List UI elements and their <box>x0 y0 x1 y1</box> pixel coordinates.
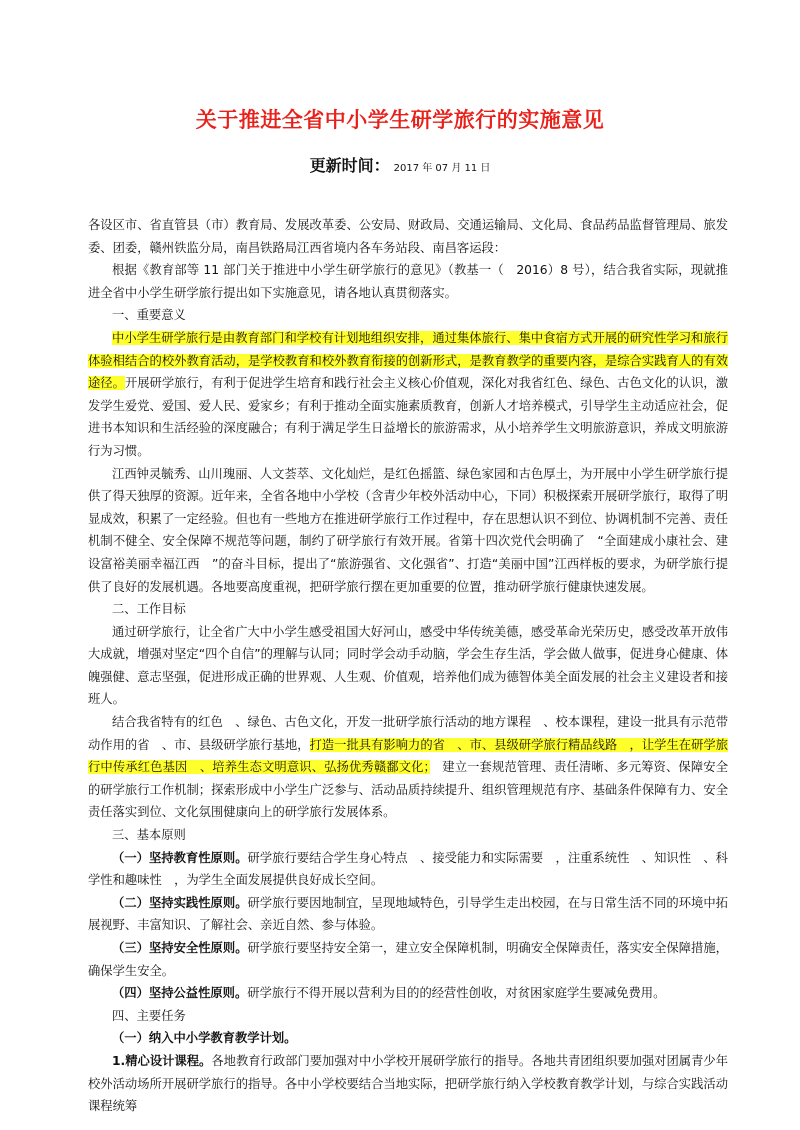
goals-paragraph-1: 通过研学旅行，让全省广大中小学生感受祖国大好河山，感受中华传统美德，感受革命光荣历史，感受改革开放伟大成就，增强对坚定“四个自信”的理解与认同；同时学会动手动脑，学会生存生活，学会做人做事，促进身心健康、体魄强健、意志坚强，促进形成正确的世界观、人生观、价值观，培养他们成为德智体美全面发展的社会主义建设者和接班人。 <box>88 624 728 707</box>
update-time <box>0 153 800 176</box>
task-subtitle: 1.精心设计课程。 <box>112 1053 212 1068</box>
addressee-paragraph: 各设区市、省直管县（市）教育局、发展改革委、公安局、财政局、交通运输局、文化局、食品药品监督管理局、旅发委、团委，赣州铁监分局，南昌铁路局江西省境内各车务站段、南昌客运段： <box>88 218 728 255</box>
principle-title: （二）坚持实践性原则。 <box>112 895 248 910</box>
paragraph-text: 开展研学旅行，有利于促进学生培育和践行社会主义核心价值观，深化对我省红色、绿色、古色文化的认识，激发学生爱党、爱国、爱人民、爱家乡；有利于推动全面实施素质教育，创新人才培养模式，引导学生主动适应社会，促进书本知识和生活经验的深度融合；有利于满足学生日益增长的旅游需求，从小培养学生文明旅游意识，养成文明旅游行为习惯。 <box>88 376 728 458</box>
paragraph-text: 结合我省特有的红色 、绿色、古色文化，开发一批研学旅行活动的地方课程 、校本课程，建设一批具有示范带动作用的省 、市、县级研学旅行基地， <box>88 715 728 752</box>
significance-paragraph <box>88 327 728 463</box>
paragraph-text: 建立一套规范管理、责任清晰、多元筹资、保障安全的研学旅行工作机制；探索形成中小学生广泛参与、活动品质持续提升、组织管理规范有序、基础条件保障有力、安全责任落实到位、文化氛围健康向上的研学旅行发展体系。 <box>88 760 728 820</box>
task-title: （一）纳入中小学教育教学计划。 <box>112 1031 297 1046</box>
principle-title: （四）坚持公益性原则。 <box>112 986 248 1001</box>
principle-4 <box>88 982 728 1005</box>
goals-paragraph-2 <box>88 711 728 824</box>
principle-3 <box>88 937 728 982</box>
document-title: 关于推进全省中小学生研学旅行的实施意见 <box>195 108 605 132</box>
section-heading-1: 一、重要意义 <box>112 308 186 323</box>
principle-1 <box>88 847 728 892</box>
principle-text: 研学旅行要因地制宜，呈现地域特色，引导学生走出校园，在与日常生活不同的环境中拓展视野、丰富知识、了解社会、亲近自然、参与体验。 <box>88 895 728 933</box>
principle-text: 研学旅行要结合学生身心特点 、接受能力和实际需要 ，注重系统性 、知识性 、科学性和趣味性 ，为学生全面发展提供良好成长空间。 <box>88 850 728 888</box>
principle-text: 研学旅行要坚持安全第一，建立安全保障机制，明确安全保障责任，落实安全保障措施，确保学生安全。 <box>88 941 728 978</box>
update-time-label: 更新时间 <box>309 156 374 175</box>
highlighted-text: 中小学生研学旅行是由教育部门和学校有计划地组织安排，通过集体旅行、集中食宿方式开展的研究性学习和旅行体验相结合的校外教育活动，是学校教育和校外教育衔接的创新形式，是教育教学的重要内容，是综合实践育人的有效途径。 <box>88 330 728 391</box>
task-text: 各地教育行政部门要加强对中小学校开展研学旅行的指导。各地共青团组织要加强对团属青少年校外活动场所开展研学旅行的指导。各中小学校要结合当地实际，把研学旅行纳入学校教育教学计划，与综合实践活动课程统筹 <box>88 1053 728 1114</box>
principle-2 <box>88 892 728 937</box>
background-paragraph: 江西钟灵毓秀、山川瑰丽、人文荟萃、文化灿烂，是红色摇篮、绿色家园和古色厚土，为开展中小学生研学旅行提供了得天独厚的资源。近年来，全省各地中小学校（含青少年校外活动中心，下同）积极探索开展研学旅行，取得了明显成效，积累了一定经验。但也有一些地方在推进研学旅行工作过程中，存在思想认识不到位、协调机制不完善、责任机制不健全、安全保障不规范等问题，制约了研学旅行有效开展。省第十四次党代会明确了 “全面建成小康社会、建设富裕美丽幸福江西 ”的奋斗目标，提出了“旅游强省、文化强省”、打造“美丽中国”江西样板的要求，为研学旅行提供了良好的发展机遇。各地要高度重视，把研学旅行摆在更加重要的位置，推动研学旅行健康快速发展。 <box>88 466 728 594</box>
section-heading-3: 三、基本原则 <box>112 828 186 843</box>
task-paragraph-1 <box>88 1050 728 1118</box>
task-heading-1 <box>88 1027 728 1050</box>
update-date: 2017 年 07 月 11 日 <box>393 163 491 174</box>
highlighted-text: 打造一批具有影响力的省 、市、县级研学旅行精品线路 ，让学生在研学旅行中传承红色基因 、培养生态文明意识、弘扬优秀赣鄱文化； <box>88 737 728 775</box>
principle-text: 研学旅行不得开展以营利为目的的经营性创收，对贫困家庭学生要减免费用。 <box>247 986 666 1001</box>
document-body <box>88 214 728 1118</box>
update-time-separator: ： <box>373 156 390 175</box>
intro-paragraph: 根据《教育部等 11 部门关于推进中小学生研学旅行的意见》（教基一（ 2016）8 号），结合我省实际，现就推进全省中小学生研学旅行提出如下实施意见，请各地认真贯彻落实。 <box>88 263 728 300</box>
section-heading-2: 二、工作目标 <box>112 602 186 617</box>
principle-title: （一）坚持教育性原则。 <box>112 850 248 865</box>
principle-title: （三）坚持安全性原则。 <box>112 941 248 955</box>
section-heading-4: 四、主要任务 <box>112 1008 186 1023</box>
